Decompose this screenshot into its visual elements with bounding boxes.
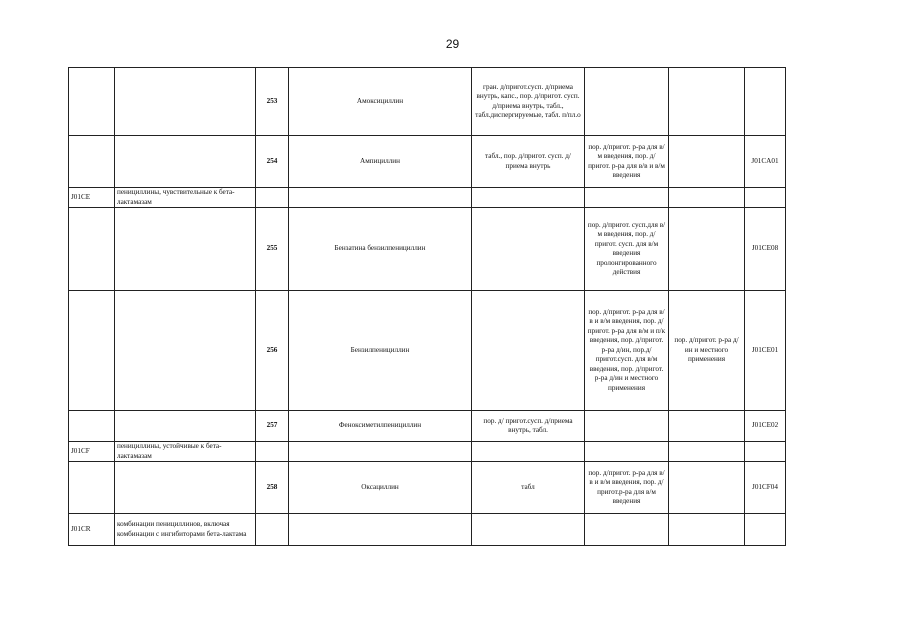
- group-code: J01CF: [69, 442, 115, 462]
- dosage-form-3: [669, 462, 745, 514]
- drug-number: 256: [256, 291, 289, 411]
- atc-code: J01CF04: [745, 462, 786, 514]
- empty-cell: [745, 442, 786, 462]
- empty-cell: [585, 188, 669, 208]
- drug-table: [68, 67, 786, 546]
- dosage-form-1: табл., пор. д/пригот. сусп. д/приема внутрь: [472, 136, 585, 188]
- page-number: 29: [445, 37, 460, 51]
- empty-cell: [289, 514, 472, 546]
- empty-cell: [745, 188, 786, 208]
- group-row: [69, 514, 786, 546]
- empty-cell: [472, 442, 585, 462]
- empty-cell: [69, 208, 115, 291]
- empty-cell: [115, 462, 256, 514]
- atc-code: J01CE01: [745, 291, 786, 411]
- dosage-form-1: табл: [472, 462, 585, 514]
- empty-cell: [69, 68, 115, 136]
- group-name: пенициллины, устойчивые к бета-лактамазам: [115, 442, 256, 462]
- atc-code: J01CE08: [745, 208, 786, 291]
- dosage-form-1: гран. д/пригот.сусп. д/приема внутрь, капс., пор. д/пригот. сусп. д/приема внутрь, табл., табл.диспергируемые, табл. п/пл.о: [472, 68, 585, 136]
- drug-row: [69, 136, 786, 188]
- dosage-form-2: пор. д/пригот. р-ра для в/в и в/м введения, пор. д/пригот.р-ра для в/м введения: [585, 462, 669, 514]
- dosage-form-3: пор. д/пригот. р-ра д/ин и местного применения: [669, 291, 745, 411]
- empty-cell: [115, 208, 256, 291]
- dosage-form-3: [669, 208, 745, 291]
- group-code: J01CE: [69, 188, 115, 208]
- drug-number: 258: [256, 462, 289, 514]
- empty-cell: [289, 188, 472, 208]
- empty-cell: [256, 442, 289, 462]
- empty-cell: [69, 411, 115, 442]
- atc-code: [745, 68, 786, 136]
- empty-cell: [745, 514, 786, 546]
- drug-name: Бензатина бензилпенициллин: [289, 208, 472, 291]
- dosage-form-3: [669, 68, 745, 136]
- atc-code: J01CA01: [745, 136, 786, 188]
- drug-row: [69, 68, 786, 136]
- empty-cell: [669, 514, 745, 546]
- dosage-form-1: [472, 291, 585, 411]
- group-code: J01CR: [69, 514, 115, 546]
- dosage-form-1: пор. д/ пригот.сусп. д/приема внутрь, табл.: [472, 411, 585, 442]
- drug-number: 255: [256, 208, 289, 291]
- drug-row: [69, 291, 786, 411]
- empty-cell: [69, 291, 115, 411]
- empty-cell: [256, 188, 289, 208]
- drug-row: [69, 208, 786, 291]
- drug-number: 254: [256, 136, 289, 188]
- drug-row: [69, 462, 786, 514]
- empty-cell: [115, 68, 256, 136]
- drug-name: Амоксициллин: [289, 68, 472, 136]
- dosage-form-2: пор. д/пригот. сусп.для в/м введения, пор. д/пригот. сусп. для в/м введения пролонгированного действия: [585, 208, 669, 291]
- drug-row: [69, 411, 786, 442]
- group-name: комбинации пенициллинов, включая комбинации с ингибиторами бета-лактама: [115, 514, 256, 546]
- empty-cell: [472, 188, 585, 208]
- dosage-form-2: [585, 68, 669, 136]
- empty-cell: [669, 442, 745, 462]
- empty-cell: [69, 136, 115, 188]
- atc-code: J01CE02: [745, 411, 786, 442]
- dosage-form-2: [585, 411, 669, 442]
- empty-cell: [256, 514, 289, 546]
- drug-name: Феноксиметилпенициллин: [289, 411, 472, 442]
- group-row: [69, 188, 786, 208]
- group-name: пенициллины, чувствительные к бета-лактамазам: [115, 188, 256, 208]
- empty-cell: [115, 136, 256, 188]
- dosage-form-2: пор. д/пригот. р-ра для в/м введения, пор. д/пригот. р-ра для в/в и в/м введения: [585, 136, 669, 188]
- drug-number: 253: [256, 68, 289, 136]
- empty-cell: [472, 514, 585, 546]
- group-row: [69, 442, 786, 462]
- empty-cell: [115, 411, 256, 442]
- dosage-form-1: [472, 208, 585, 291]
- empty-cell: [115, 291, 256, 411]
- empty-cell: [69, 462, 115, 514]
- empty-cell: [669, 188, 745, 208]
- empty-cell: [289, 442, 472, 462]
- empty-cell: [585, 442, 669, 462]
- drug-number: 257: [256, 411, 289, 442]
- dosage-form-3: [669, 136, 745, 188]
- dosage-form-3: [669, 411, 745, 442]
- dosage-form-2: пор. д/пригот. р-ра для в/в и в/м введения, пор. д/пригот. р-ра для в/м и п/к введения, пор. д/пригот. р-ра д/ин, пор.д/пригот.сусп. для в/м введения, пор. д/пригот. р-ра д/ин и местного применения: [585, 291, 669, 411]
- empty-cell: [585, 514, 669, 546]
- drug-name: Бензилпенициллин: [289, 291, 472, 411]
- drug-name: Оксациллин: [289, 462, 472, 514]
- drug-name: Ампициллин: [289, 136, 472, 188]
